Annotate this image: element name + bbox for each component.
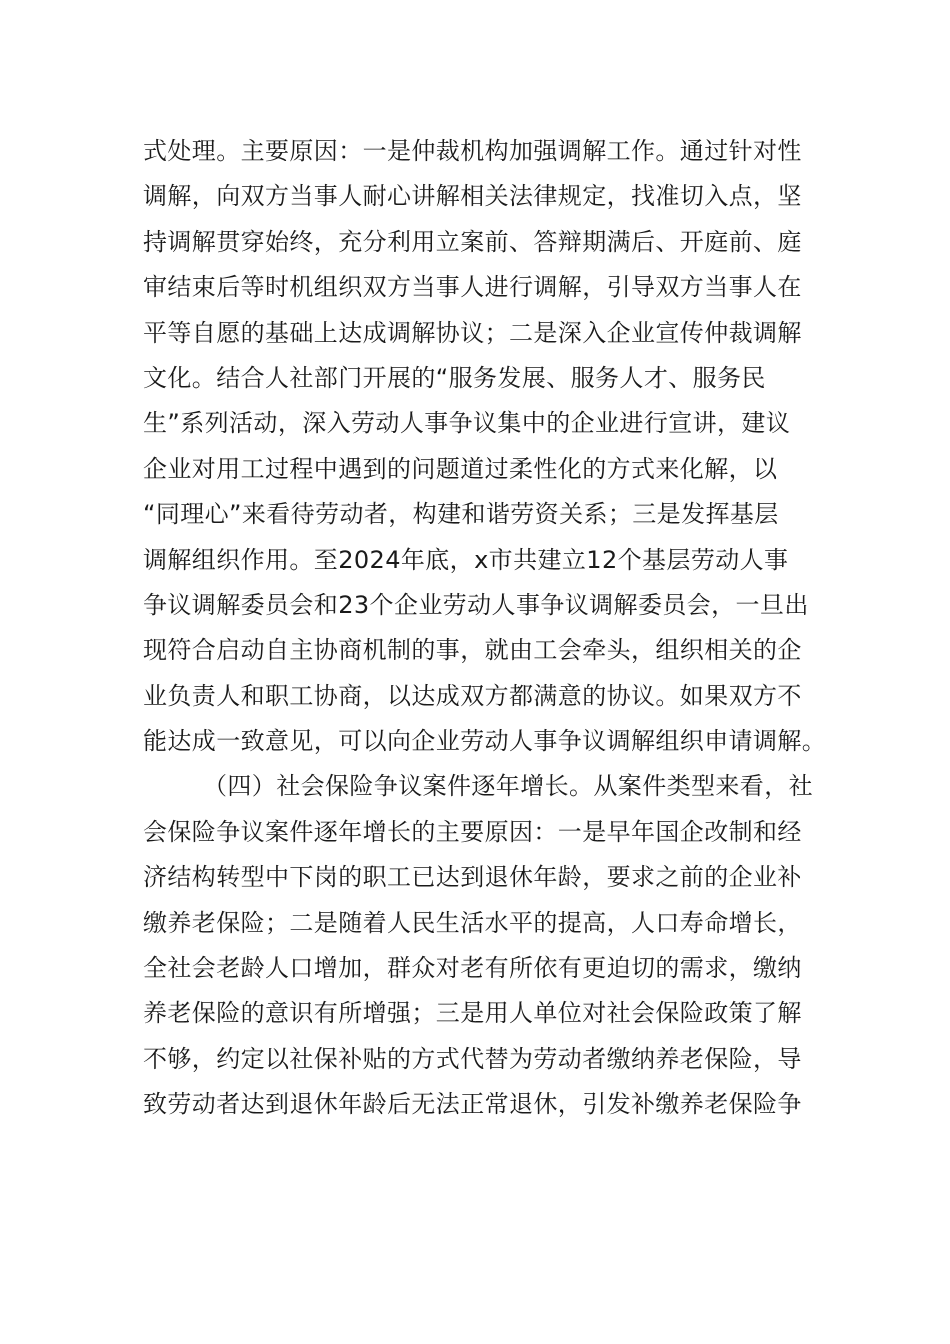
document-body: [143, 129, 827, 1128]
text-line: 会保险争议案件逐年增长的主要原因：一是早年国企改制和经: [143, 817, 802, 846]
text-line: 企业对用工过程中遇到的问题道过柔性化的方式来化解，以: [143, 454, 778, 483]
text-line: 济结构转型中下岗的职工已达到退休年龄，要求之前的企业补: [143, 863, 802, 892]
text-line: 不够，约定以社保补贴的方式代替为劳动者缴纳养老保险，导: [143, 1044, 802, 1073]
text-line: 文化。结合人社部门开展的“服务发展、服务人才、服务民: [143, 363, 766, 392]
text-line: 能达成一致意见，可以向企业劳动人事争议调解组织申请调解。: [143, 727, 827, 756]
section-heading-line: （四）社会保险争议案件逐年增长。从案件类型来看，社: [203, 772, 813, 801]
text-line: 审结束后等时机组织双方当事人进行调解，引导双方当事人在: [143, 273, 802, 302]
text-line: “同理心”来看待劳动者，构建和谐劳资关系；三是发挥基层: [143, 500, 779, 529]
text-line: 致劳动者达到退休年龄后无法正常退休，引发补缴养老保险争: [143, 1090, 802, 1119]
text-line: 缴养老保险；二是随着人民生活水平的提高，人口寿命增长，: [143, 908, 802, 937]
text-line: 调解组织作用。至2024年底，x市共建立12个基层劳动人事: [143, 545, 789, 574]
text-line: 养老保险的意识有所增强；三是用人单位对社会保险政策了解: [143, 999, 802, 1028]
text-line: 生”系列活动，深入劳动人事争议集中的企业进行宣讲，建议: [143, 409, 791, 438]
text-line: 式处理。主要原因：一是仲裁机构加强调解工作。通过针对性: [143, 137, 802, 165]
text-line: 业负责人和职工协商，以达成双方都满意的协议。如果双方不: [143, 681, 802, 710]
text-line: 全社会老龄人口增加，群众对老有所依有更迫切的需求，缴纳: [143, 954, 802, 983]
text-line: 调解，向双方当事人耐心讲解相关法律规定，找准切入点，坚: [143, 182, 802, 211]
text-line: 现符合启动自主协商机制的事，就由工会牵头，组织相关的企: [143, 636, 802, 665]
text-line: 持调解贯穿始终，充分利用立案前、答辩期满后、开庭前、庭: [143, 227, 802, 256]
text-line: 争议调解委员会和23个企业劳动人事争议调解委员会，一旦出: [143, 590, 809, 619]
text-line: 平等自愿的基础上达成调解协议；二是深入企业宣传仲裁调解: [143, 318, 802, 347]
